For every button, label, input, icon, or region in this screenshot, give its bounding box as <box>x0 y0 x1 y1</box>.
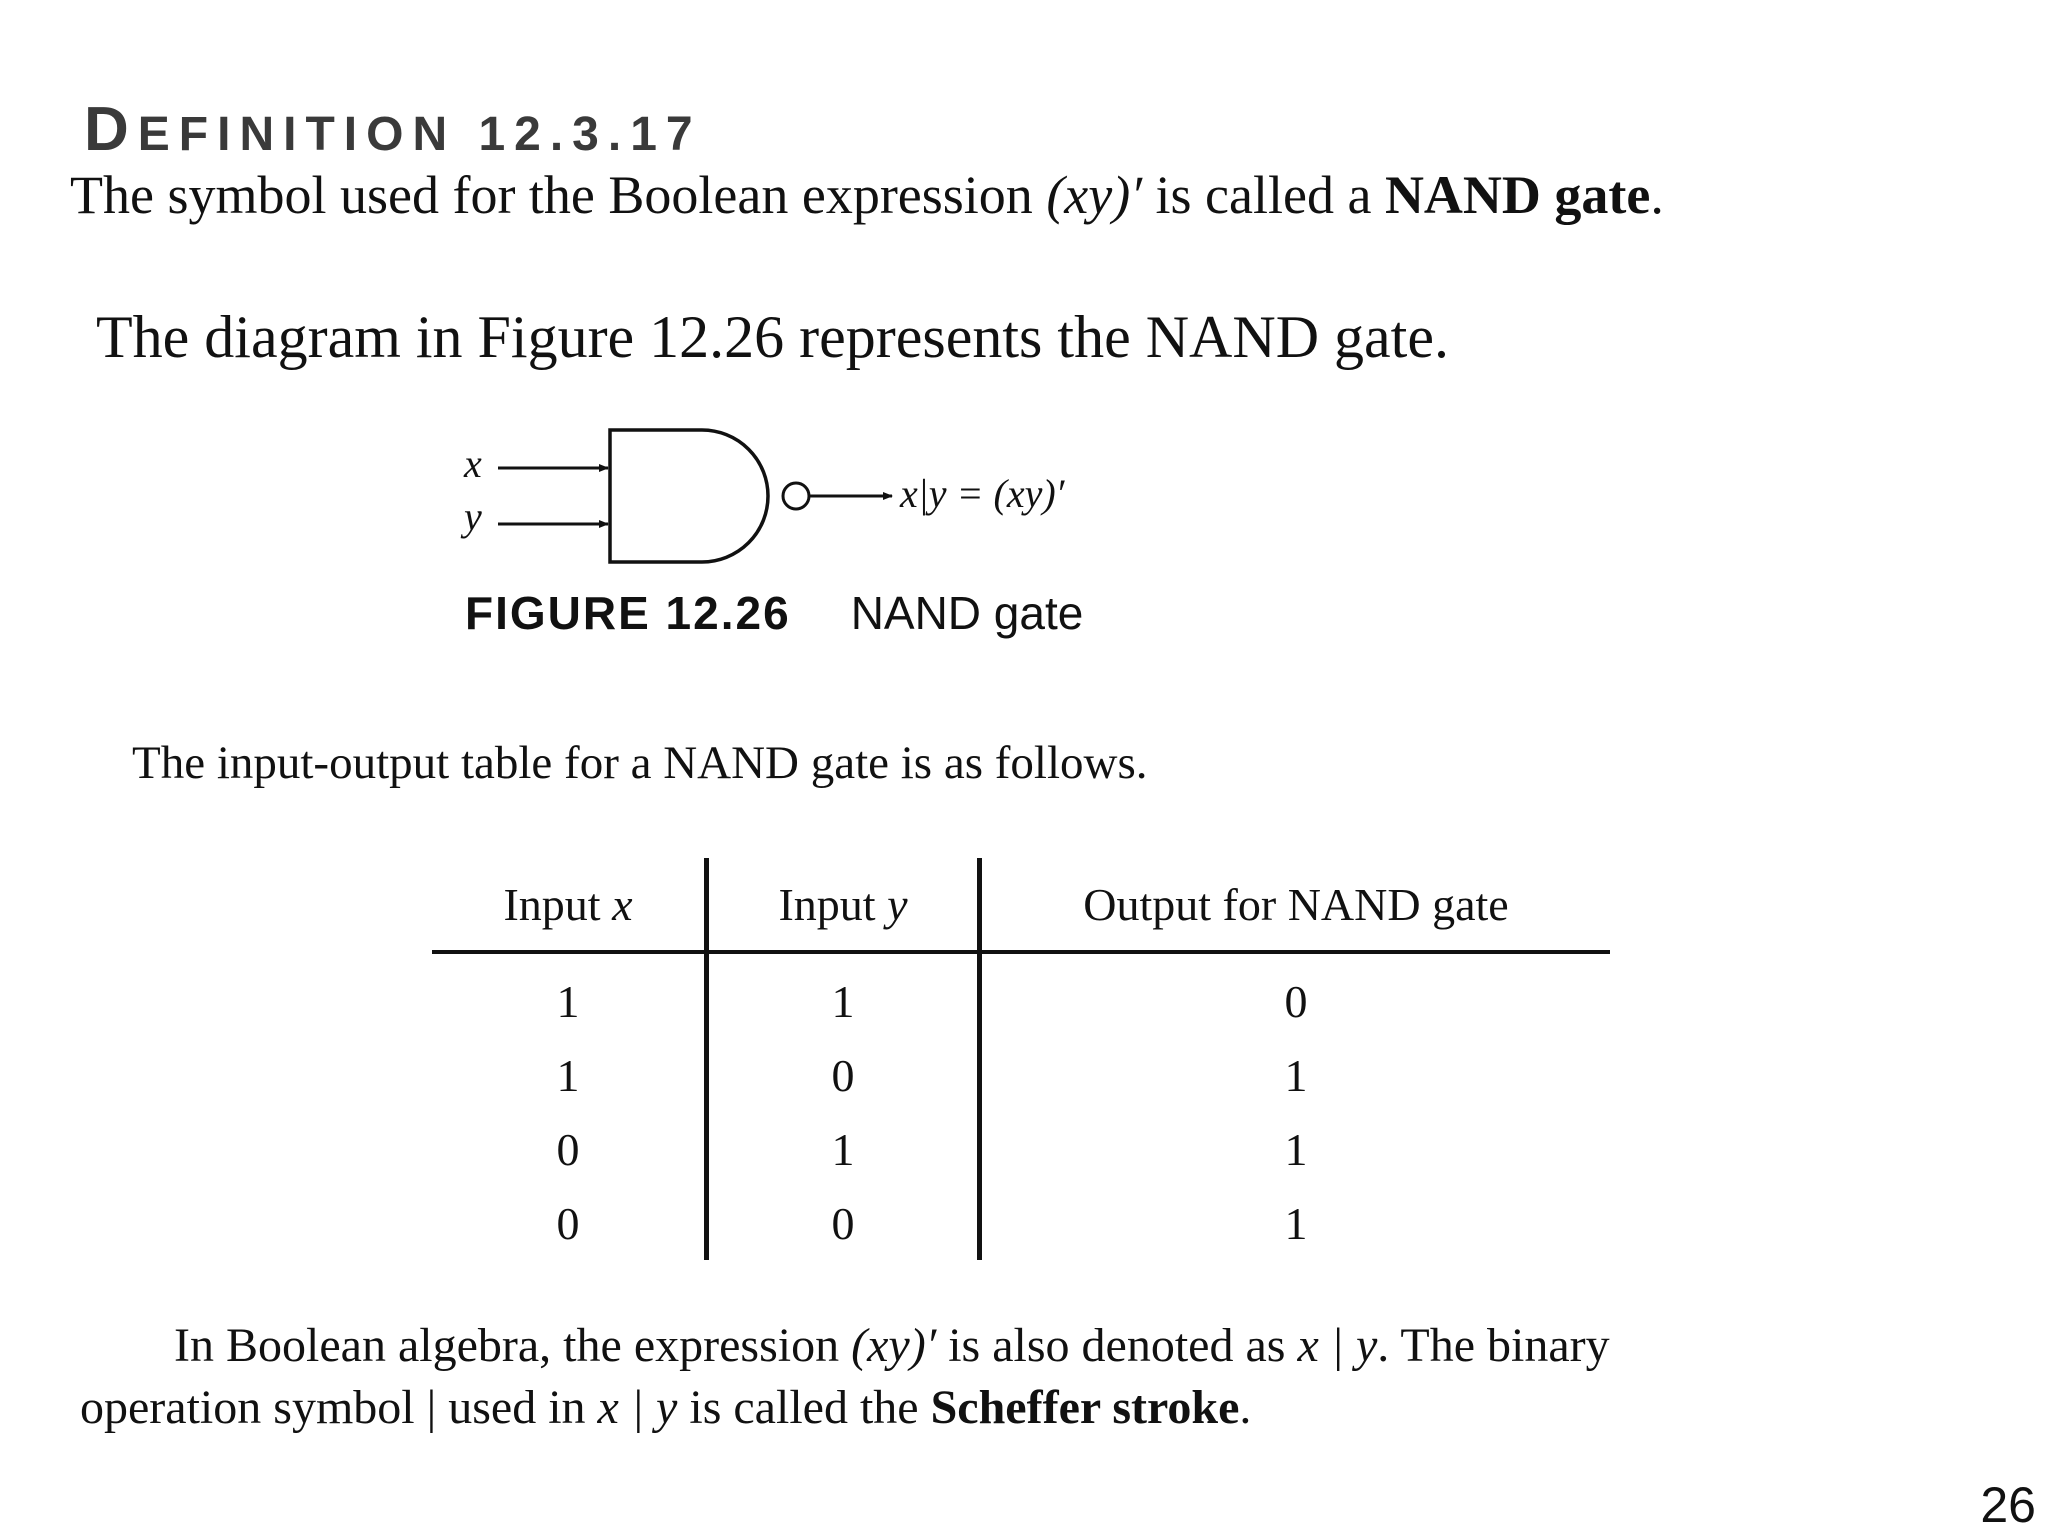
note-text: is called the <box>677 1381 931 1434</box>
cell-input-y: 1 <box>707 952 980 1038</box>
table-intro: The input-output table for a NAND gate is as follows. <box>132 737 1148 789</box>
note-text: operation symbol | used in <box>80 1381 598 1434</box>
cell-input-x: 1 <box>556 1049 580 1101</box>
nand-inversion-bubble <box>783 483 809 509</box>
diagram-sentence: The diagram in Figure 12.26 represents the NAND gate. <box>96 304 1449 370</box>
header-input-y <box>707 858 980 952</box>
nand-truth-table <box>432 858 1610 1260</box>
input-x-label: x <box>464 441 482 486</box>
header-text: Input <box>503 878 613 930</box>
figure-title: NAND gate <box>850 587 1084 639</box>
header-text: Input <box>778 878 888 930</box>
note-term: Scheffer stroke <box>930 1381 1240 1434</box>
table-header-row <box>432 858 1610 952</box>
definition-heading-initial: D <box>84 95 138 164</box>
cell-output: 1 <box>980 1112 1611 1186</box>
definition-expression: (xy)′ <box>1046 165 1143 225</box>
table-row <box>432 952 1610 1038</box>
cell-input-y: 0 <box>707 1186 980 1260</box>
table-row <box>432 1186 1610 1260</box>
cell-input-x: 0 <box>556 1123 580 1175</box>
nand-gate-body <box>610 430 768 562</box>
cell-input-x: 1 <box>556 975 580 1027</box>
output-label: x|y = (xy)′ <box>900 471 1065 516</box>
note-expression: (xy)′ <box>851 1319 937 1372</box>
page-number: 26 <box>1980 1477 2036 1533</box>
header-variable: x <box>612 878 633 930</box>
table-row <box>432 1038 1610 1112</box>
definition-text-part: The symbol used for the Boolean expression <box>70 165 1047 225</box>
table-row <box>432 1112 1610 1186</box>
figure-number: FIGURE 12.26 <box>465 587 791 639</box>
nand-gate-diagram <box>440 410 1200 580</box>
note-text: . <box>1239 1381 1252 1434</box>
cell-output: 1 <box>980 1186 1611 1260</box>
definition-heading <box>84 94 702 165</box>
note-expression: x | y <box>1297 1319 1378 1372</box>
cell-output: 1 <box>980 1038 1611 1112</box>
note-line-2 <box>80 1380 1251 1435</box>
definition-text-part: . <box>1650 165 1664 225</box>
definition-term: NAND gate <box>1384 165 1651 225</box>
note-text: In Boolean algebra, the expression <box>174 1319 852 1372</box>
definition-text-part: is called a <box>1142 165 1385 225</box>
note-text: is also denoted as <box>936 1319 1298 1372</box>
cell-input-x: 0 <box>556 1197 580 1249</box>
cell-input-y: 1 <box>707 1112 980 1186</box>
note-line-1 <box>174 1318 1610 1373</box>
note-expression: x | y <box>597 1381 678 1434</box>
definition-text <box>70 164 1664 226</box>
cell-input-y: 0 <box>707 1038 980 1112</box>
figure-caption <box>465 586 1083 640</box>
header-variable: y <box>887 878 908 930</box>
header-output: Output for NAND gate <box>980 858 1611 952</box>
definition-heading-rest: EFINITION 12.3.17 <box>137 108 702 161</box>
note-text: . The binary <box>1377 1319 1610 1372</box>
input-y-label: y <box>464 494 482 539</box>
header-input-x <box>432 858 707 952</box>
cell-output: 0 <box>980 952 1611 1038</box>
